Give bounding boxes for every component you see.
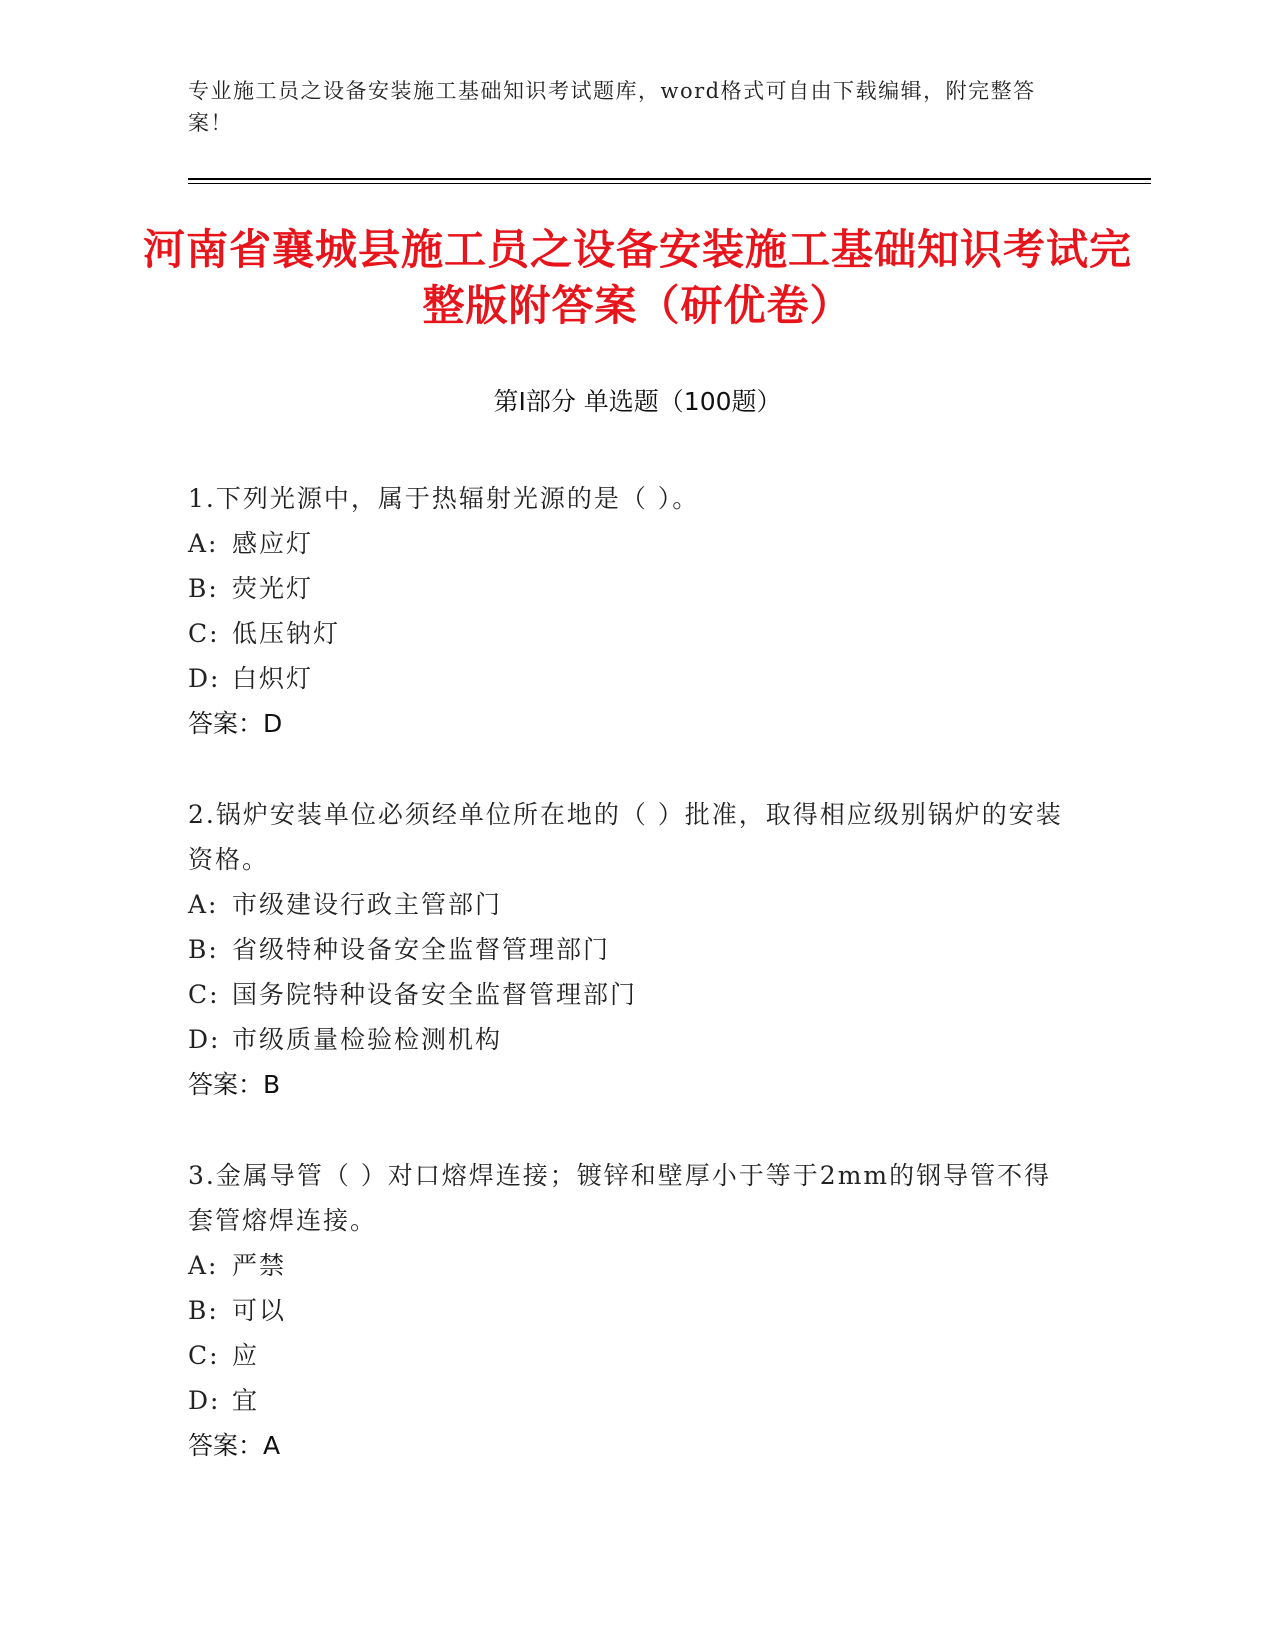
option-text: 省级特种设备安全监督管理部门	[232, 935, 611, 964]
option-c	[188, 972, 1078, 1017]
option-text: 白炽灯	[232, 664, 314, 693]
option-key: C:	[188, 1341, 220, 1370]
option-text: 低压钠灯	[232, 619, 341, 648]
option-c	[188, 611, 1078, 656]
section-title: 第Ⅰ部分 单选题（100题）	[493, 387, 782, 416]
option-text: 严禁	[232, 1251, 287, 1280]
option-text: 市级建设行政主管部门	[232, 890, 503, 919]
option-key: A:	[188, 1251, 219, 1280]
option-key: C:	[188, 619, 220, 648]
question-1	[188, 476, 1078, 746]
option-d	[188, 656, 1078, 701]
question-stem: 2.锅炉安装单位必须经单位所在地的（ ）批准，取得相应级别锅炉的安装资格。	[188, 800, 1063, 874]
question-list	[188, 476, 1078, 1514]
option-text: 可以	[232, 1296, 287, 1325]
option-text: 宜	[232, 1386, 260, 1415]
header-note: 专业施工员之设备安装施工基础知识考试题库，word格式可自由下载编辑，附完整答案！	[188, 79, 1036, 135]
option-b	[188, 1288, 1078, 1333]
document-title: 河南省襄城县施工员之设备安装施工基础知识考试完整版附答案（研优卷）	[142, 225, 1132, 330]
question-stem: 1.下列光源中，属于热辐射光源的是（ ）。	[188, 484, 700, 513]
option-c	[188, 1333, 1078, 1378]
option-key: B:	[188, 935, 219, 964]
option-key: A:	[188, 890, 219, 919]
question-2	[188, 792, 1078, 1107]
option-key: D:	[188, 664, 221, 693]
option-a	[188, 882, 1078, 927]
header-divider-thick	[188, 178, 1151, 180]
option-key: C:	[188, 980, 220, 1009]
option-key: A:	[188, 529, 219, 558]
option-text: 应	[232, 1341, 260, 1370]
answer-line: 答案：D	[188, 709, 283, 738]
option-text: 感应灯	[232, 529, 314, 558]
answer-line: 答案：B	[188, 1070, 281, 1099]
option-a	[188, 1243, 1078, 1288]
option-b	[188, 927, 1078, 972]
option-d	[188, 1017, 1078, 1062]
option-key: B:	[188, 1296, 219, 1325]
answer-line: 答案：A	[188, 1431, 281, 1460]
option-d	[188, 1378, 1078, 1423]
option-b	[188, 566, 1078, 611]
option-key: D:	[188, 1025, 221, 1054]
header-divider-thin	[188, 183, 1151, 184]
option-text: 荧光灯	[232, 574, 314, 603]
option-text: 市级质量检验检测机构	[232, 1025, 503, 1054]
option-key: B:	[188, 574, 219, 603]
option-text: 国务院特种设备安全监督管理部门	[232, 980, 638, 1009]
question-3	[188, 1153, 1078, 1468]
option-key: D:	[188, 1386, 221, 1415]
option-a	[188, 521, 1078, 566]
question-stem: 3.金属导管（ ）对口熔焊连接；镀锌和壁厚小于等于2mm的钢导管不得套管熔焊连接。	[188, 1161, 1052, 1235]
